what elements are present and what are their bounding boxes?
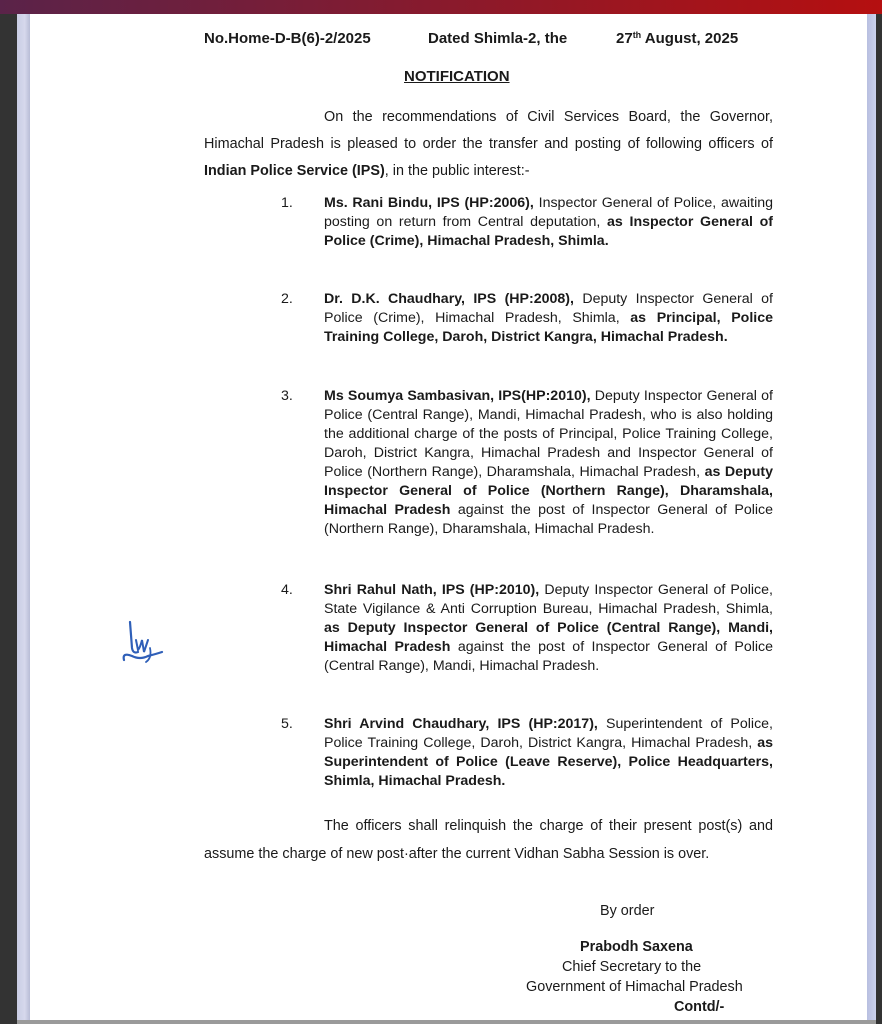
date-month-year: August, 2025 <box>641 30 739 47</box>
post-note: against the post of Inspector General of Police (Northern Range), Dharamshala, Himachal Pradesh. <box>324 502 773 537</box>
signatory-name: Prabodh Saxena <box>580 939 693 955</box>
item-number: 2. <box>281 291 293 307</box>
current-post: Deputy Inspector General of Police (Central Range), Mandi, Himachal Pradesh, who is also holding the additional charge of the posts of Principal, Police Training College, Daroh, District Kangra, Himachal Pradesh and Inspector General of Police (Northern Range), Dharamshala, Himachal Pradesh, <box>324 388 773 480</box>
page-bottom-edge <box>17 1020 876 1024</box>
date-day: 27 <box>616 30 633 47</box>
notification-title: NOTIFICATION <box>404 68 510 85</box>
viewer-top-bar <box>0 0 882 14</box>
closing-text: The officers shall relinquish the charge of their present post(s) and assume the charge of new post·after the current Vidhan Sabha Session is over. <box>204 818 773 862</box>
list-item <box>281 581 773 676</box>
officer-name: Shri Arvind Chaudhary, IPS (HP:2017), <box>324 716 598 732</box>
current-post: Deputy Inspector General of Police, State Vigilance & Anti Corruption Bureau, Himachal Pradesh, Shimla, <box>324 582 773 617</box>
intro-paragraph <box>204 104 773 185</box>
item-number: 1. <box>281 195 293 211</box>
by-order: By order <box>600 903 655 919</box>
continued-marker: Contd/- <box>674 999 725 1015</box>
current-post: Inspector General of Police, awaiting posting on return from Central deputation, <box>324 195 773 230</box>
intro-bold-service: Indian Police Service (IPS) <box>204 163 385 179</box>
intro-text-1: On the recommendations of Civil Services Board, the Governor, Himachal Pradesh is pleased to order the transfer and posting of following officers of <box>204 109 773 152</box>
handwritten-initials-icon <box>118 618 168 668</box>
item-number: 5. <box>281 716 293 732</box>
date-suffix: th <box>632 30 642 40</box>
new-post: as Superintendent of Police (Leave Reserve), Police Headquarters, Shimla, Himachal Pradesh. <box>324 735 773 789</box>
officer-name: Ms Soumya Sambasivan, IPS(HP:2010), <box>324 388 591 404</box>
reference-number: No.Home-D-B(6)-2/2025 <box>204 30 371 47</box>
new-post: as Principal, Police Training College, Daroh, District Kangra, Himachal Pradesh. <box>324 310 773 345</box>
current-post: Deputy Inspector General of Police (Crime), Himachal Pradesh, Shimla, <box>324 291 773 326</box>
current-post: Superintendent of Police, Police Training College, Daroh, District Kangra, Himachal Pradesh, <box>324 716 773 751</box>
officer-name: Ms. Rani Bindu, IPS (HP:2006), <box>324 195 534 211</box>
signatory-title-line-1: Chief Secretary to the <box>562 959 702 975</box>
new-post: as Deputy Inspector General of Police (Northern Range), Dharamshala, Himachal Pradesh <box>324 464 773 518</box>
closing-paragraph <box>204 813 773 868</box>
signatory-title-line-2: Government of Himachal Pradesh <box>526 979 743 995</box>
item-number: 3. <box>281 388 293 404</box>
date <box>616 30 738 47</box>
post-note: against the post of Inspector General of Police (Central Range), Mandi, Himachal Pradesh. <box>324 639 773 674</box>
officer-name: Dr. D.K. Chaudhary, IPS (HP:2008), <box>324 291 574 307</box>
list-item <box>281 290 773 347</box>
list-item <box>281 194 773 251</box>
new-post: as Deputy Inspector General of Police (Central Range), Mandi, Himachal Pradesh <box>324 620 773 655</box>
intro-text-2: , in the public interest:- <box>384 163 530 179</box>
page-edge-right <box>867 14 876 1020</box>
list-item <box>281 715 773 791</box>
item-number: 4. <box>281 582 293 598</box>
list-item <box>281 387 773 539</box>
officer-name: Shri Rahul Nath, IPS (HP:2010), <box>324 582 540 598</box>
page-edge-left <box>17 14 30 1020</box>
dated-place: Dated Shimla-2, the <box>428 30 568 47</box>
new-post: as Inspector General of Police (Crime), Himachal Pradesh, Shimla. <box>324 214 773 249</box>
